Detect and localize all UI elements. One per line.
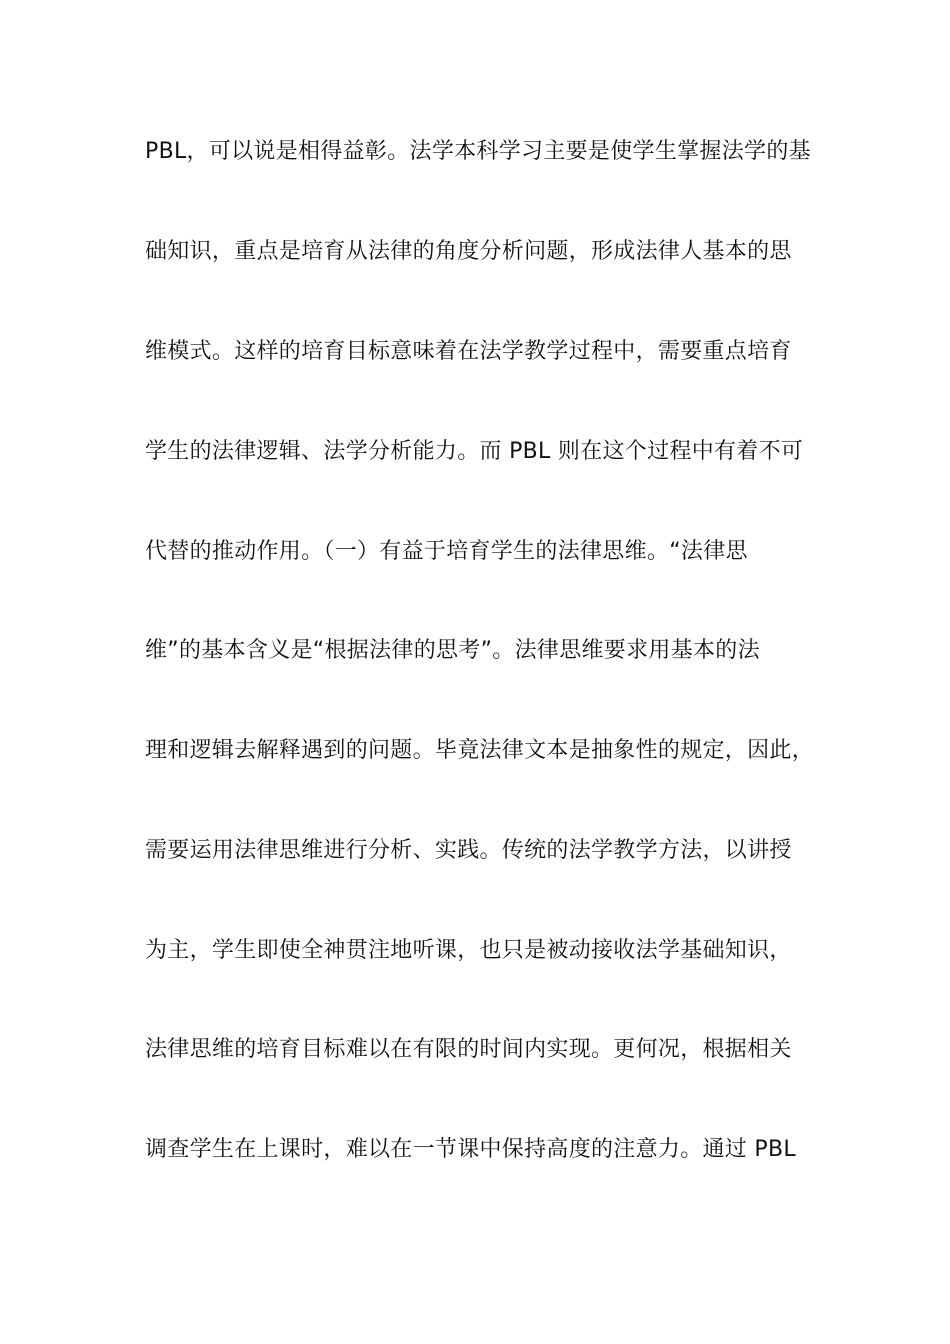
body-text-line: 代替的推动作用。（一）有益于培育学生的法律思维。“法律思	[145, 539, 748, 564]
body-text-line: PBL，可以说是相得益彰。法学本科学习主要是使学生掌握法学的基	[145, 139, 811, 164]
body-text-line: 学生的法律逻辑、法学分析能力。而 PBL 则在这个过程中有着不可	[145, 439, 804, 464]
body-text-line: 调查学生在上课时，难以在一节课中保持高度的注意力。通过 PBL	[145, 1137, 796, 1162]
body-text-line: 维模式。这样的培育目标意味着在法学教学过程中，需要重点培育	[145, 339, 792, 364]
body-text-line: 为主，学生即使全神贯注地听课，也只是被动接收法学基础知识，	[145, 938, 792, 963]
body-text-line: 维”的基本含义是“根据法律的思考”。法律思维要求用基本的法	[145, 638, 760, 663]
body-text-line: 需要运用法律思维进行分析、实践。传统的法学教学方法，以讲授	[145, 838, 792, 863]
body-text-line: 础知识，重点是培育从法律的角度分析问题，形成法律人基本的思	[145, 239, 792, 264]
body-text-line: 法律思维的培育目标难以在有限的时间内实现。更何况，根据相关	[145, 1037, 792, 1062]
body-text-line: 理和逻辑去解释遇到的问题。毕竟法律文本是抽象性的规定，因此，	[145, 738, 815, 763]
